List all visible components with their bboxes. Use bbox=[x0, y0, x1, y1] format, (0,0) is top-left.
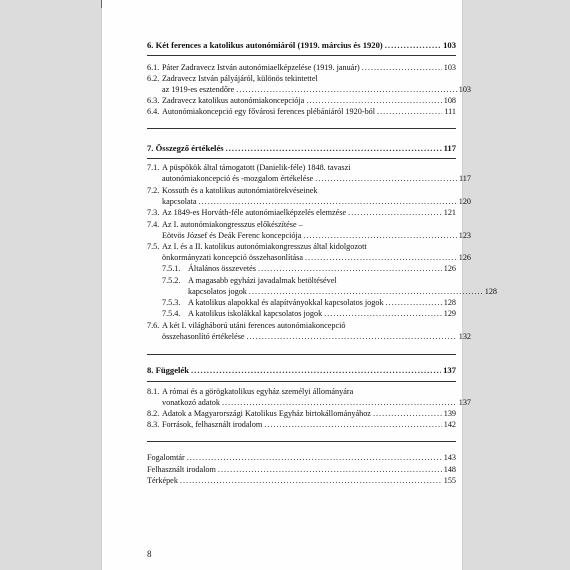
toc-entry-text: Források, felhasznált irodalom bbox=[162, 420, 263, 429]
toc-entry-text: A püspökök által támogatott (Danielik-féle) 1848. tavaszi bbox=[162, 163, 351, 172]
toc-entry-number: 7.5.1. bbox=[162, 264, 181, 273]
toc-page-number: 121 bbox=[443, 208, 456, 217]
toc-page-number: 120 bbox=[458, 197, 471, 206]
toc-heading-7[interactable] bbox=[147, 143, 456, 153]
toc-entry-text: önkormányzati koncepció összehasonlítása bbox=[162, 253, 303, 262]
toc-entry-6-3[interactable] bbox=[147, 96, 456, 106]
toc-leader-dots bbox=[373, 409, 442, 419]
toc-entry-7-5-3[interactable] bbox=[147, 298, 456, 308]
toc-entry-8-1[interactable] bbox=[147, 387, 456, 397]
toc-leader-dots bbox=[222, 398, 457, 408]
toc-leader-dots bbox=[377, 107, 442, 117]
toc-heading-8[interactable] bbox=[147, 365, 456, 375]
section-divider bbox=[147, 128, 456, 129]
toc-entry-text: A katolikus alapokkal és alapítványokkal kapcsolatos jogok bbox=[188, 298, 384, 307]
toc-entry-7-6-cont[interactable] bbox=[147, 332, 471, 342]
scan-mark bbox=[101, 0, 102, 8]
toc-page-number: 137 bbox=[443, 365, 456, 375]
toc-entry-text: A katolikus iskolákkal kapcsolatos jogok bbox=[188, 309, 323, 318]
toc-entry-terkepek[interactable] bbox=[147, 476, 456, 486]
toc-entry-7-5-2-cont[interactable] bbox=[147, 287, 497, 297]
toc-leader-dots bbox=[315, 174, 457, 184]
toc-entry-number: 7.6. bbox=[147, 321, 160, 330]
toc-entry-7-5-4[interactable] bbox=[147, 309, 456, 319]
toc-page-number: 103 bbox=[443, 63, 456, 72]
toc-leader-dots bbox=[348, 208, 442, 218]
toc-leader-dots bbox=[264, 420, 441, 430]
toc-entry-number: 7.5.3. bbox=[162, 298, 181, 307]
toc-entry-number: 7.4. bbox=[147, 220, 160, 229]
toc-entry-text: A római és a görögkatolikus egyház személyi állományára bbox=[162, 387, 354, 396]
toc-page-number: 126 bbox=[458, 253, 471, 262]
toc-entry-text: Páter Zadravecz István autonómiaelképzelése (1919. január) bbox=[162, 63, 360, 72]
toc-leader-dots bbox=[191, 365, 441, 375]
toc-entry-text: Az 1849-es Horváth-féle autonómiaelképzelés elemzése bbox=[162, 208, 347, 217]
toc-entry-7-5-2[interactable] bbox=[147, 276, 456, 286]
toc-heading-title: 7. Összegző értékelés bbox=[147, 143, 224, 153]
toc-leader-dots bbox=[218, 465, 442, 475]
toc-page-number: 155 bbox=[443, 476, 456, 485]
toc-page-number: 129 bbox=[443, 309, 456, 318]
toc-entry-number: 8.2. bbox=[147, 409, 160, 418]
toc-entry-text: Fogalomtár bbox=[147, 453, 185, 462]
toc-leader-dots bbox=[324, 309, 442, 319]
toc-entry-6-1[interactable] bbox=[147, 63, 456, 73]
toc-entry-7-2-cont[interactable] bbox=[147, 197, 471, 207]
toc-page-number: 139 bbox=[443, 409, 456, 418]
toc-page-number: 148 bbox=[443, 465, 456, 474]
toc-entry-text: Általános összevetés bbox=[188, 264, 256, 273]
toc-entry-number: 7.5.2. bbox=[162, 276, 181, 285]
toc-entry-text: Térképek bbox=[147, 476, 178, 485]
toc-entry-7-2[interactable] bbox=[147, 186, 456, 196]
toc-leader-dots bbox=[385, 40, 441, 50]
toc-page-number: 103 bbox=[458, 85, 471, 94]
toc-page-number: 117 bbox=[443, 143, 456, 153]
toc-leader-dots bbox=[187, 453, 442, 463]
toc-leader-dots bbox=[303, 231, 456, 241]
toc-entry-7-1-cont[interactable] bbox=[147, 174, 471, 184]
toc-leader-dots bbox=[305, 253, 457, 263]
toc-entry-7-5-cont[interactable] bbox=[147, 253, 471, 263]
toc-page-number: 111 bbox=[444, 107, 456, 116]
toc-leader-dots bbox=[386, 298, 442, 308]
section-divider bbox=[147, 55, 456, 56]
toc-entry-number: 6.4. bbox=[147, 107, 160, 116]
toc-heading-title: 8. Függelék bbox=[147, 365, 190, 375]
toc-entry-number: 6.1. bbox=[147, 63, 160, 72]
toc-entry-number: 6.2. bbox=[147, 74, 160, 83]
toc-page-number: 117 bbox=[459, 174, 471, 183]
toc-heading-6[interactable] bbox=[147, 40, 456, 50]
toc-entry-text: Eötvös József és Deák Ferenc koncepciója bbox=[162, 231, 302, 240]
toc-entry-text: autonómiakoncepció és -mozgalom értékelése bbox=[162, 174, 314, 183]
toc-entry-7-6[interactable] bbox=[147, 321, 456, 331]
toc-entry-number: 7.2. bbox=[147, 186, 160, 195]
toc-entry-text: Az I. és a II. katolikus autonómiakongresszus által kidolgozott bbox=[162, 242, 367, 251]
toc-page-number: 128 bbox=[484, 287, 497, 296]
toc-page-number: 103 bbox=[443, 40, 456, 50]
toc-entry-number: 7.3. bbox=[147, 208, 160, 217]
section-divider bbox=[147, 441, 456, 442]
toc-page-number: 128 bbox=[443, 298, 456, 307]
toc-entry-text: Autonómiakoncepció egy fővárosi ferences plébániáról 1920-ból bbox=[162, 107, 376, 116]
toc-page-number: 142 bbox=[443, 420, 456, 429]
toc-page-number: 126 bbox=[443, 264, 456, 273]
toc-entry-text: A magasabb egyházi javadalmak betöltésével bbox=[188, 276, 337, 285]
toc-entry-number: 6.3. bbox=[147, 96, 160, 105]
toc-entry-number: 7.1. bbox=[147, 163, 160, 172]
toc-entry-8-1-cont[interactable] bbox=[147, 398, 471, 408]
section-divider bbox=[147, 158, 456, 159]
page-number: 8 bbox=[147, 549, 152, 559]
toc-leader-dots bbox=[226, 143, 442, 153]
toc-entry-text: kapcsolatos jogok bbox=[188, 287, 247, 296]
toc-entry-number: 7.5.4. bbox=[162, 309, 181, 318]
toc-entry-6-2[interactable] bbox=[147, 74, 456, 84]
section-divider bbox=[147, 381, 456, 382]
toc-entry-text: vonatkozó adatok bbox=[162, 398, 220, 407]
toc-entry-text: A két I. világháború utáni ferences autonómiakoncepció bbox=[162, 321, 346, 330]
toc-entry-7-4[interactable] bbox=[147, 220, 456, 230]
toc-entry-6-4[interactable] bbox=[147, 107, 456, 117]
section-divider bbox=[147, 354, 456, 355]
toc-entry-fogalomtar[interactable] bbox=[147, 453, 456, 463]
toc-entry-irodalom[interactable] bbox=[147, 465, 456, 475]
toc-entry-text: Zadravecz István pályájáról, különös tekintettel bbox=[162, 74, 318, 83]
toc-entry-text: Adatok a Magyarországi Katolikus Egyház birtokállományához bbox=[162, 409, 371, 418]
toc-entry-number: 7.5. bbox=[147, 242, 160, 251]
toc-leader-dots bbox=[249, 287, 483, 297]
toc-entry-text: Zadravecz katolikus autonómiakoncepciója bbox=[162, 96, 305, 105]
toc-entry-7-5[interactable] bbox=[147, 242, 456, 252]
toc-entry-6-2-cont[interactable] bbox=[147, 85, 471, 95]
toc-entry-text: Kossuth és a katolikus autonómiatörekvéseinek bbox=[162, 186, 318, 195]
toc-entry-text: összehasonlító értékelése bbox=[162, 332, 245, 341]
toc-page-number: 132 bbox=[458, 332, 471, 341]
toc-leader-dots bbox=[258, 264, 442, 274]
toc-leader-dots bbox=[199, 197, 457, 207]
toc-entry-text: az 1919-es esztendőre bbox=[162, 85, 235, 94]
toc-leader-dots bbox=[247, 332, 457, 342]
toc-leader-dots bbox=[180, 476, 442, 486]
toc-page-number: 123 bbox=[458, 231, 471, 240]
toc-entry-7-5-1[interactable] bbox=[147, 264, 456, 274]
toc-leader-dots bbox=[362, 63, 442, 73]
toc-entry-number: 8.3. bbox=[147, 420, 160, 429]
toc-entry-8-2[interactable] bbox=[147, 409, 456, 419]
toc-page-number: 137 bbox=[458, 398, 471, 407]
toc-entry-8-3[interactable] bbox=[147, 420, 456, 430]
toc-entry-number: 8.1. bbox=[147, 387, 160, 396]
toc-leader-dots bbox=[236, 85, 456, 95]
toc-leader-dots bbox=[306, 96, 441, 106]
toc-heading-title: 6. Két ferences a katolikus autonómiáról (1919. március és 1920) bbox=[147, 40, 383, 50]
toc-entry-text: Az I. autonómiakongresszus előkészítése – bbox=[162, 220, 303, 229]
toc-page-number: 108 bbox=[443, 96, 456, 105]
toc-entry-7-4-cont[interactable] bbox=[147, 231, 471, 241]
toc-entry-7-3[interactable] bbox=[147, 208, 456, 218]
toc-entry-7-1[interactable] bbox=[147, 163, 456, 173]
toc-entry-text: Felhasznált irodalom bbox=[147, 465, 216, 474]
toc-entry-text: kapcsolata bbox=[162, 197, 197, 206]
toc-page-number: 143 bbox=[443, 453, 456, 462]
